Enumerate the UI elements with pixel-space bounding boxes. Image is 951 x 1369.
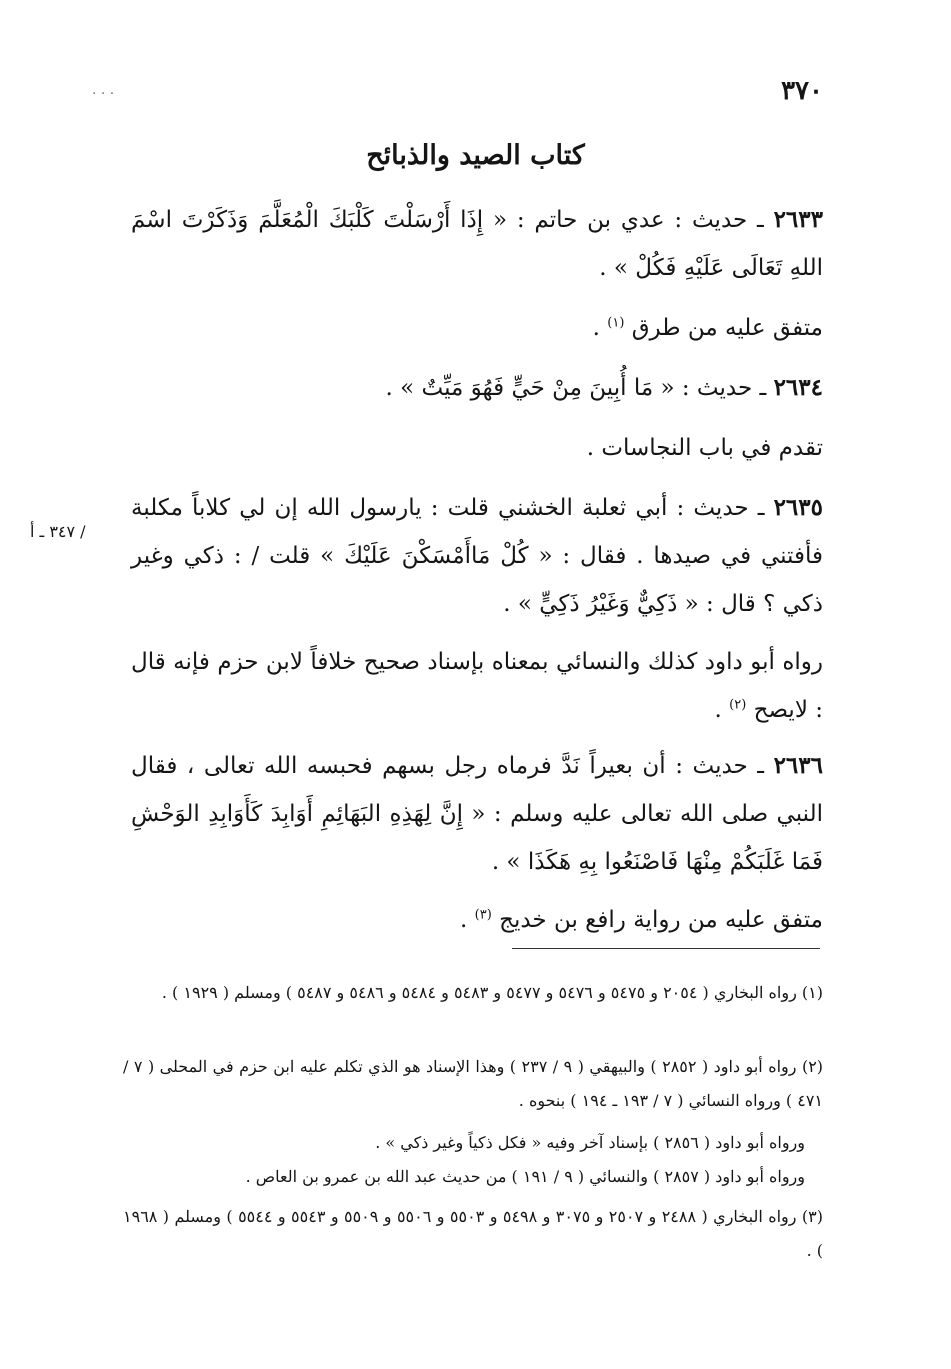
note-end: . bbox=[460, 907, 475, 933]
note-text: رواه أبو داود كذلك والنسائي بمعناه بإسناد صحيح خلافاً لابن حزم فإنه قال : لايصح bbox=[131, 649, 823, 723]
entry-note-2635 bbox=[131, 638, 823, 734]
entry-number: ٢٦٣٣ bbox=[773, 206, 823, 233]
entry-note-2633 bbox=[131, 304, 823, 352]
note-text: متفق عليه من طرق bbox=[631, 315, 823, 341]
note-text: تقدم في باب النجاسات . bbox=[586, 435, 823, 461]
footnote-2-cont-1: ورواه أبو داود ( ٢٨٥٦ ) بإسناد آخر وفيه « فكل ذكياً وغير ذكي » . bbox=[375, 1133, 805, 1152]
footnote-2-cont-2: ورواه أبو داود ( ٢٨٥٧ ) والنسائي ( ٩ / ١٩١ ) من حديث عبد الله بن عمرو بن العاص . bbox=[245, 1167, 805, 1186]
hadith-entry-2635 bbox=[131, 484, 823, 628]
entry-note-2634 bbox=[131, 424, 823, 472]
footnote-ref: (٢) bbox=[729, 697, 747, 713]
note-end: . bbox=[592, 315, 608, 341]
entry-number: ٢٦٣٤ bbox=[773, 374, 823, 401]
entry-text: ـ حديث : « مَا أُبِينَ مِنْ حَيٍّ فَهُوَ مَيِّتٌ » . bbox=[385, 375, 774, 401]
entry-text: ـ حديث : عدي بن حاتم : « إِذَا أَرْسَلْتَ كَلْبَكَ الْمُعَلَّمَ وَذَكَرْتَ اسْمَ اللهِ تَعَالَى عَلَيْهِ فَكُلْ » . bbox=[131, 207, 823, 281]
corner-mark: · · · bbox=[92, 86, 115, 102]
footnote-ref: (٣) bbox=[474, 907, 492, 923]
footnote-2: (٢) رواه أبو داود ( ٢٨٥٢ ) والبيهقي ( ٩ / ٢٣٧ ) وهذا الإسناد هو الذي تكلم عليه ابن حزم في المحلى ( ٧ / ٤٧١ ) ورواه النسائي ( ٧ / ١٩٣ ـ ١٩٤ ) بنحوه . bbox=[123, 1057, 824, 1110]
entry-number: ٢٦٣٦ bbox=[773, 752, 823, 779]
footnote-1: (١) رواه البخاري ( ٢٠٥٤ و ٥٤٧٥ و ٥٤٧٦ و ٥٤٧٧ و ٥٤٨٣ و ٥٤٨٤ و ٥٤٨٦ و ٥٤٨٧ ) ومسلم ( ١٩٢٩ ) . bbox=[161, 983, 823, 1002]
entry-text: ـ حديث : أبي ثعلبة الخشني قلت : يارسول الله إن لي كلاباً مكلبة فأفتني في صيدها . فقال : « كُلْ مَاأَمْسَكْنَ عَلَيْكَ » قلت / : ذكي وغير ذكي ؟ قال : « ذَكِيٌّ وَغَيْرُ ذَكِيٍّ » . bbox=[131, 495, 823, 617]
note-text: متفق عليه من رواية رافع بن خديج bbox=[499, 907, 823, 933]
chapter-title: كتاب الصيد والذبائح bbox=[366, 140, 585, 171]
hadith-entry-2633 bbox=[131, 196, 823, 292]
hadith-entry-2636 bbox=[131, 742, 823, 886]
footnote-ref: (١) bbox=[607, 315, 625, 331]
entry-number: ٢٦٣٥ bbox=[773, 494, 823, 521]
entry-text: ـ حديث : أن بعيراً نَدَّ فرماه رجل بسهم فحبسه الله تعالى ، فقال النبي صلى الله تعالى عليه وسلم : « إِنَّ لِهَذِهِ البَهَائِمِ أَوَابِدَ كَأَوَابِدِ الوَحْشِ فَمَا غَلَبَكُمْ مِنْهَا فَاصْنَعُوا بِهِ هَكَذَا » . bbox=[131, 753, 823, 875]
page-number: ٣٧٠ bbox=[781, 76, 823, 106]
entry-note-2636 bbox=[131, 896, 823, 944]
note-end: . bbox=[714, 697, 730, 723]
margin-note: / ٣٤٧ ـ أ bbox=[30, 522, 86, 541]
hadith-entry-2634 bbox=[131, 364, 823, 412]
footnote-separator bbox=[512, 948, 820, 949]
footnote-3: (٣) رواه البخاري ( ٢٤٨٨ و ٢٥٠٧ و ٣٠٧٥ و ٥٤٩٨ و ٥٥٠٣ و ٥٥٠٦ و ٥٥٠٩ و ٥٥٤٣ و ٥٥٤٤ ) ومسلم ( ١٩٦٨ ) . bbox=[123, 1207, 823, 1260]
